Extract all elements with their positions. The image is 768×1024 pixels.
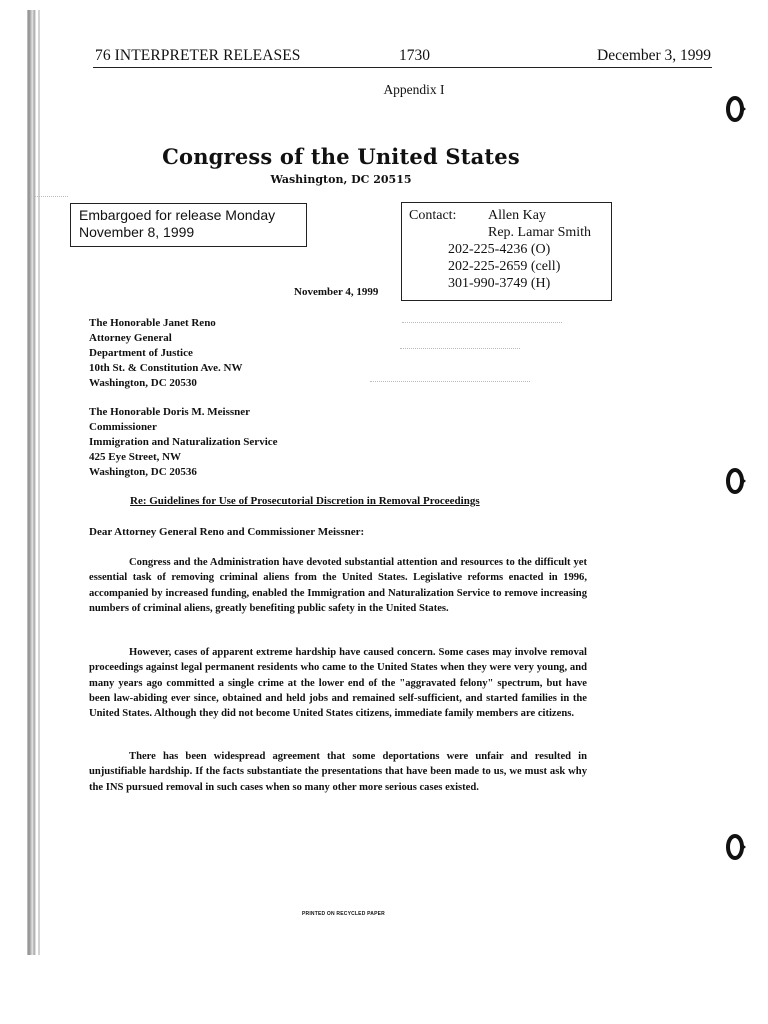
appendix-label: Appendix I	[383, 82, 445, 97]
letter-date: November 4, 1999	[294, 286, 379, 298]
embargo-line-1: Embargoed for release Monday	[79, 207, 276, 223]
address-line: Department of Justice	[89, 347, 193, 359]
paragraph-text: There has been widespread agreement that some deportations were unfair and resulted in unjustifiable hardship. If the facts substantiate the presentations that have been made to us, we must ask why the INS pursued removal in such cases when so many other more serious cases existed.	[89, 751, 587, 793]
address-line: 10th St. & Constitution Ave. NW	[89, 362, 243, 374]
contact-name-1: Allen Kay	[488, 208, 546, 223]
paragraph-text: However, cases of apparent extreme hardship have caused concern. Some cases may involve removal proceedings against legal permanent residents who came to the United States when they were very young, and many years ago committed a single crime at the lower end of the "aggravated felony" spectrum, but have been law-abiding ever since, obtained and held jobs and remained self-sufficient, and started families in the United States. Although they did not become United States citizens, immediate family members are citizens.	[89, 647, 587, 720]
recipient-address-1	[89, 316, 243, 391]
address-line: Washington, DC 20536	[89, 466, 197, 478]
contact-label: Contact:	[409, 208, 457, 223]
address-line: Attorney General	[89, 332, 172, 344]
header-rule	[93, 67, 712, 68]
publication-title: 76 INTERPRETER RELEASES	[95, 47, 301, 64]
binder-hole-icon	[726, 94, 746, 124]
scan-speckle	[30, 196, 68, 198]
scan-speckle	[402, 322, 562, 324]
publication-date: December 3, 1999	[597, 47, 712, 64]
salutation: Dear Attorney General Reno and Commissioner Meissner:	[89, 526, 365, 538]
recycled-paper-note: PRINTED ON RECYCLED PAPER	[302, 911, 385, 917]
letterhead-title: Congress of the United States	[162, 144, 520, 169]
contact-phone-office: 202-225-4236 (O)	[448, 242, 551, 257]
address-line: The Honorable Doris M. Meissner	[89, 406, 251, 418]
page-number: 1730	[399, 47, 430, 64]
address-line: The Honorable Janet Reno	[89, 317, 216, 329]
embargo-line-2: November 8, 1999	[79, 224, 195, 240]
contact-name-2: Rep. Lamar Smith	[488, 225, 592, 240]
recipient-address-2	[89, 405, 278, 480]
contact-phone-home: 301-990-3749 (H)	[448, 276, 551, 291]
letterhead-city: Washington, DC 20515	[270, 173, 412, 186]
binder-hole-icon	[726, 832, 746, 862]
subject-line: Re: Guidelines for Use of Prosecutorial Discretion in Removal Proceedings	[130, 495, 480, 507]
scan-speckle	[370, 381, 530, 383]
body-paragraph	[89, 749, 587, 795]
address-line: 425 Eye Street, NW	[89, 451, 182, 463]
contact-box	[401, 202, 612, 301]
contact-phone-cell: 202-225-2659 (cell)	[448, 259, 561, 274]
address-line: Washington, DC 20530	[89, 377, 197, 389]
binder-hole-icon	[726, 466, 746, 496]
body-paragraph	[89, 555, 587, 616]
address-line: Commissioner	[89, 421, 157, 433]
body-paragraph	[89, 645, 587, 721]
address-line: Immigration and Naturalization Service	[89, 436, 278, 448]
embargo-notice	[70, 203, 307, 247]
paragraph-text: Congress and the Administration have devoted substantial attention and resources to the difficult yet essential task of removing criminal aliens from the United States. Legislative reforms enacted in 1996, accompanied by increased funding, enabled the Immigration and Naturalization Service to remove increasing numbers of criminal aliens, greatly benefiting public safety in the United States.	[89, 557, 587, 614]
scan-speckle	[400, 348, 520, 350]
